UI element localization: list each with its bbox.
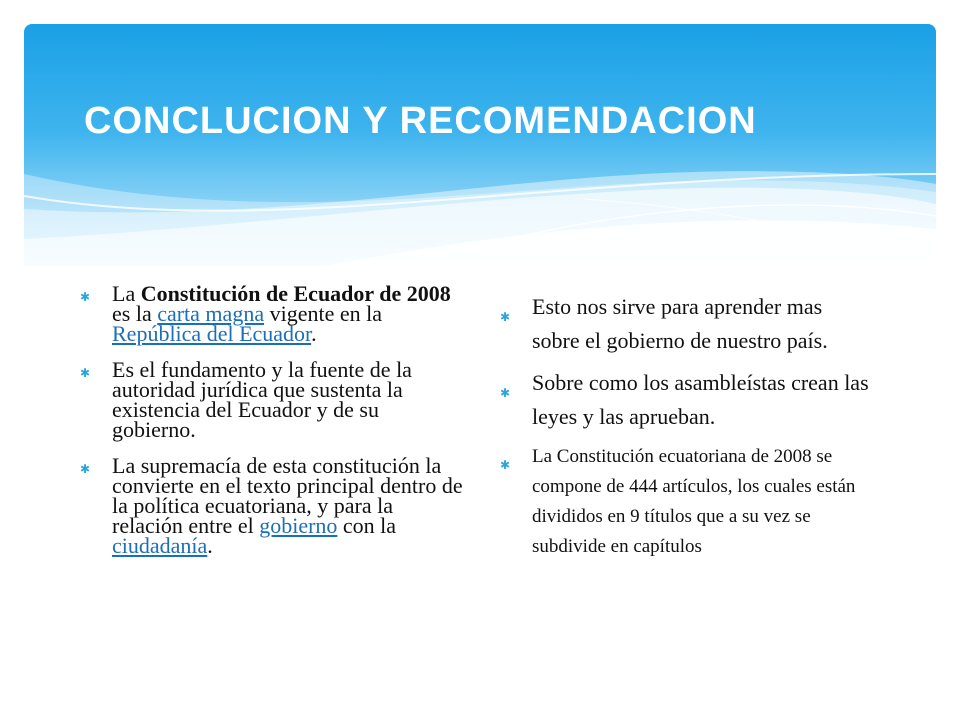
right-bullet-list xyxy=(500,290,872,562)
left-column xyxy=(80,281,468,572)
wave-background xyxy=(24,24,936,266)
star-bullet-icon: ✱ xyxy=(500,458,511,472)
star-bullet-icon: ✱ xyxy=(500,386,511,400)
list-item: ✱ La supremacía de esta constitución la convierte en el texto principal dentro de la política ecuatoriana, y para la relación entre el gobierno con la ciudadanía. xyxy=(80,453,463,558)
list-item: ✱ La Constitución ecuatoriana de 2008 se compone de 444 artículos, los cuales están divididos en 9 títulos que a su vez se subdivide en capítulos xyxy=(500,446,856,557)
star-bullet-icon: ✱ xyxy=(80,462,91,476)
list-item: ✱ Es el fundamento y la fuente de la autoridad jurídica que sustenta la existencia del Ecuador y de su gobierno. xyxy=(80,357,412,442)
list-item: ✱ La Constitución de Ecuador de 2008 es la carta magna vigente en la República del Ecuador. xyxy=(80,281,451,346)
link-ciudadania[interactable]: ciudadanía xyxy=(112,533,208,558)
star-bullet-icon: ✱ xyxy=(80,366,91,380)
star-bullet-icon: ✱ xyxy=(80,290,91,304)
left-bullet-list xyxy=(80,281,468,558)
link-gobierno[interactable]: gobierno xyxy=(259,513,338,538)
slide-title: CONCLUCION Y RECOMENDACION xyxy=(84,100,757,142)
star-bullet-icon: ✱ xyxy=(500,310,511,324)
right-column xyxy=(500,290,872,562)
list-item: ✱ Esto nos sirve para aprender mas sobre el gobierno de nuestro país. xyxy=(500,294,828,353)
list-item: ✱ Sobre como los asambleístas crean las leyes y las aprueban. xyxy=(500,370,869,429)
link-republica-del-ecuador[interactable]: República del Ecuador xyxy=(112,321,312,346)
title-banner xyxy=(24,24,936,266)
constitution-bold-text: Constitución de Ecuador de 2008 xyxy=(140,281,451,306)
link-carta-magna[interactable]: carta magna xyxy=(157,301,265,326)
